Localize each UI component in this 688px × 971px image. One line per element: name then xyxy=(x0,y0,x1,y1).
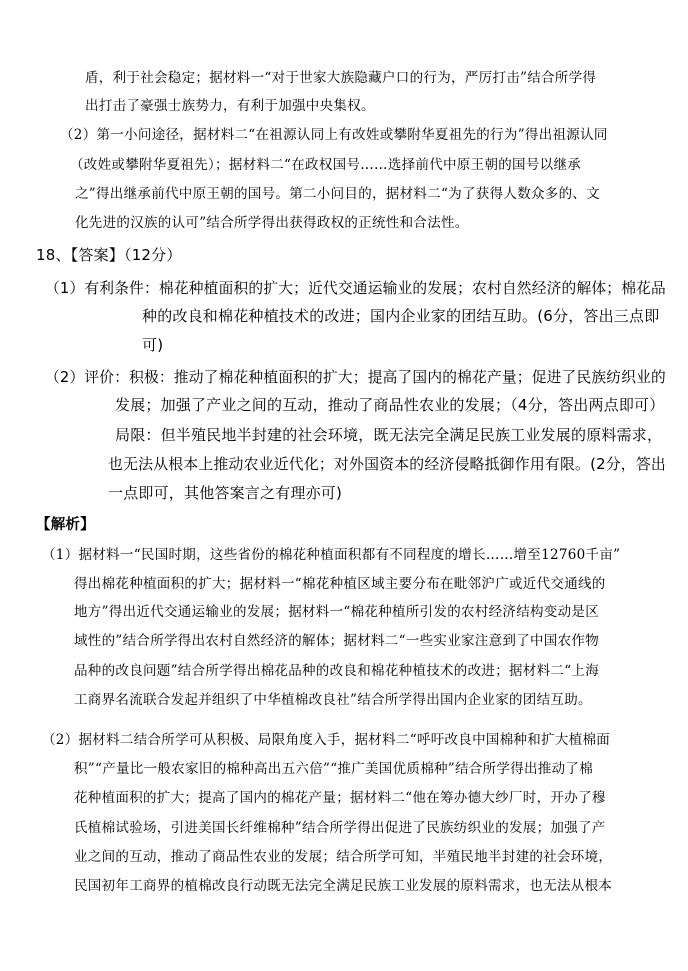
analysis-line-6: 工商界名流联合发起并组织了中华植棉改良社”结合所学得出国内企业家的团结互助。 xyxy=(74,692,592,708)
q17-part2-line-2: （改姓或攀附华夏祖先）；据材料二“在政权国号……选择前代中原王朝的国号以继承 xyxy=(70,157,582,173)
q18-answer-line-2: 种的改良和棉花种植技术的改进；国内企业家的团结互助。(6分，答出三点即 xyxy=(142,307,660,325)
analysis-line-1: （1）据材料一“民国时期，这些省份的棉花种植面积都有不同程度的增长……增至12760千亩” xyxy=(42,547,621,563)
q18-answer-line-1: （1）有利条件：棉花种植面积的扩大；近代交通运输业的发展；农村自然经济的解体；棉花品 xyxy=(45,279,666,297)
analysis-line-12: 民国初年工商界的植棉改良行动既无法完全满足民族工业发展的原料需求，也无法从根本 xyxy=(74,878,613,894)
q18-answer-line-5: 发展；加强了产业之间的互动，推动了商品性农业的发展；（4分，答出两点即可） xyxy=(115,396,665,414)
analysis-line-8: 积”“产量比一般农家旧的棉种高出五六倍”“推广美国优质棉种”结合所学得出推动了棉 xyxy=(74,761,594,777)
q17-part2-line-3: 之”得出继承前代中原王朝的国号。第二小问目的，据材料二“为了获得人数众多的、文 xyxy=(75,186,601,202)
analysis-line-9: 花种植面积的扩大；提高了国内的棉花产量；据材料二“他在筹办德大纱厂时，开办了穆 xyxy=(74,790,606,806)
q18-answer-line-3: 可) xyxy=(142,336,164,354)
analysis-line-7: （2）据材料二结合所学可从积极、局限角度入手，据材料二“呼吁改良中国棉种和扩大植棉面 xyxy=(42,732,611,748)
analysis-line-10: 氏植棉试验场，引进美国长纤维棉种”结合所学得出促进了民族纺织业的发展；加强了产 xyxy=(74,820,606,836)
q18-answer-line-8: 一点即可，其他答案言之有理亦可) xyxy=(108,484,343,502)
q17-part2-line-4: 化先进的汉族的认可”结合所学得出获得政权的正统性和合法性。 xyxy=(75,215,469,231)
analysis-line-11: 业之间的互动，推动了商品性农业的发展；结合所学可知，半殖民地半封建的社会环境， xyxy=(74,849,613,865)
q17-part2-line-1: （2）第一小问途径，据材料二“在祖源认同上有改姓或攀附华夏祖先的行为”得出祖源认同 xyxy=(60,127,608,143)
q18-header: 18、【答案】（12分） xyxy=(36,246,182,264)
analysis-line-3: 地方”得出近代交通运输业的发展；据材料一“棉花种植所引发的农村经济结构变动是区 xyxy=(74,604,600,620)
analysis-line-2: 得出棉花种植面积的扩大；据材料一“棉花种植区域主要分布在毗邻沪广或近代交通线的 xyxy=(74,576,606,592)
analysis-line-4: 域性的”结合所学得出农村自然经济的解体；据材料二“一些实业家注意到了中国农作物 xyxy=(74,633,600,649)
intro-line-2: 出打击了豪强士族势力，有利于加强中央集权。 xyxy=(85,98,375,114)
q18-answer-line-6: 局限：但半殖民地半封建的社会环境，既无法完全满足民族工业发展的原料需求， xyxy=(115,426,663,444)
intro-line-1: 盾，利于社会稳定；据材料一“对于世家大族隐藏户口的行为，严厉打击”结合所学得 xyxy=(85,70,597,86)
analysis-line-5: 品种的改良问题”结合所学得出棉花品种的改良和棉花种植技术的改进；据材料二“上海 xyxy=(74,663,600,679)
q18-answer-line-7: 也无法从根本上推动农业近代化；对外国资本的经济侵略抵御作用有限。(2分，答出 xyxy=(108,455,666,473)
analysis-header: 【解析】 xyxy=(36,517,95,533)
q18-answer-line-4: （2）评价：积极：推动了棉花种植面积的扩大；提高了国内的棉花产量；促进了民族纺织业的 xyxy=(45,368,666,386)
